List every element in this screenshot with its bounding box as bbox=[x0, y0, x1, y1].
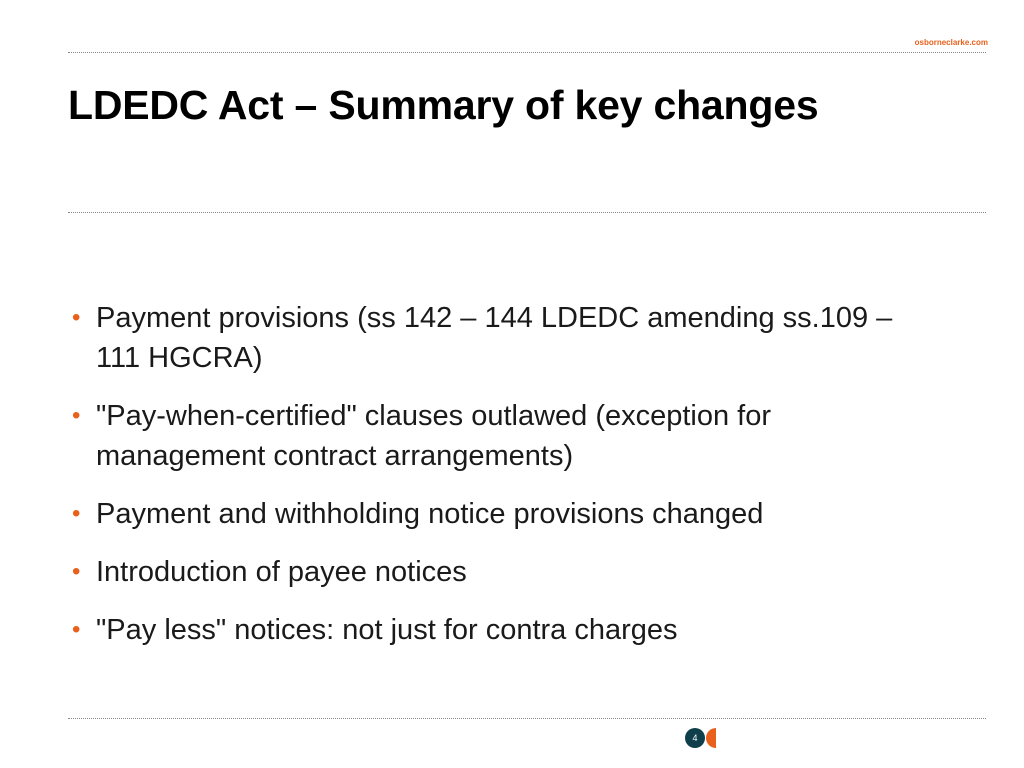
bullet-text: "Pay less" notices: not just for contra charges bbox=[96, 614, 678, 646]
page-number-badge bbox=[685, 728, 719, 750]
bullet-list bbox=[72, 298, 942, 668]
bullet-item bbox=[72, 610, 942, 650]
bullet-text: Payment provisions (ss 142 – 144 LDEDC amending ss.109 – 111 HGCRA) bbox=[96, 302, 893, 374]
brand-link[interactable]: osborneclarke.com bbox=[914, 38, 988, 47]
bullet-icon: • bbox=[72, 304, 81, 331]
bullet-text: Introduction of payee notices bbox=[96, 556, 467, 588]
bullet-text: Payment and withholding notice provisions changed bbox=[96, 498, 764, 530]
bullet-icon: • bbox=[72, 500, 81, 527]
bullet-text: "Pay-when-certified" clauses outlawed (exception for management contract arrangements) bbox=[96, 400, 772, 472]
brand-mark-icon bbox=[706, 728, 716, 748]
bullet-item bbox=[72, 494, 942, 534]
slide-title: LDEDC Act – Summary of key changes bbox=[68, 82, 819, 128]
bullet-icon: • bbox=[72, 616, 81, 643]
bullet-item bbox=[72, 298, 942, 378]
top-divider bbox=[68, 52, 986, 53]
bullet-icon: • bbox=[72, 558, 81, 585]
bullet-item bbox=[72, 396, 942, 476]
footer-divider bbox=[68, 718, 986, 719]
bullet-item bbox=[72, 552, 942, 592]
bullet-icon: • bbox=[72, 402, 81, 429]
page-number: 4 bbox=[685, 728, 705, 748]
title-divider bbox=[68, 212, 986, 213]
